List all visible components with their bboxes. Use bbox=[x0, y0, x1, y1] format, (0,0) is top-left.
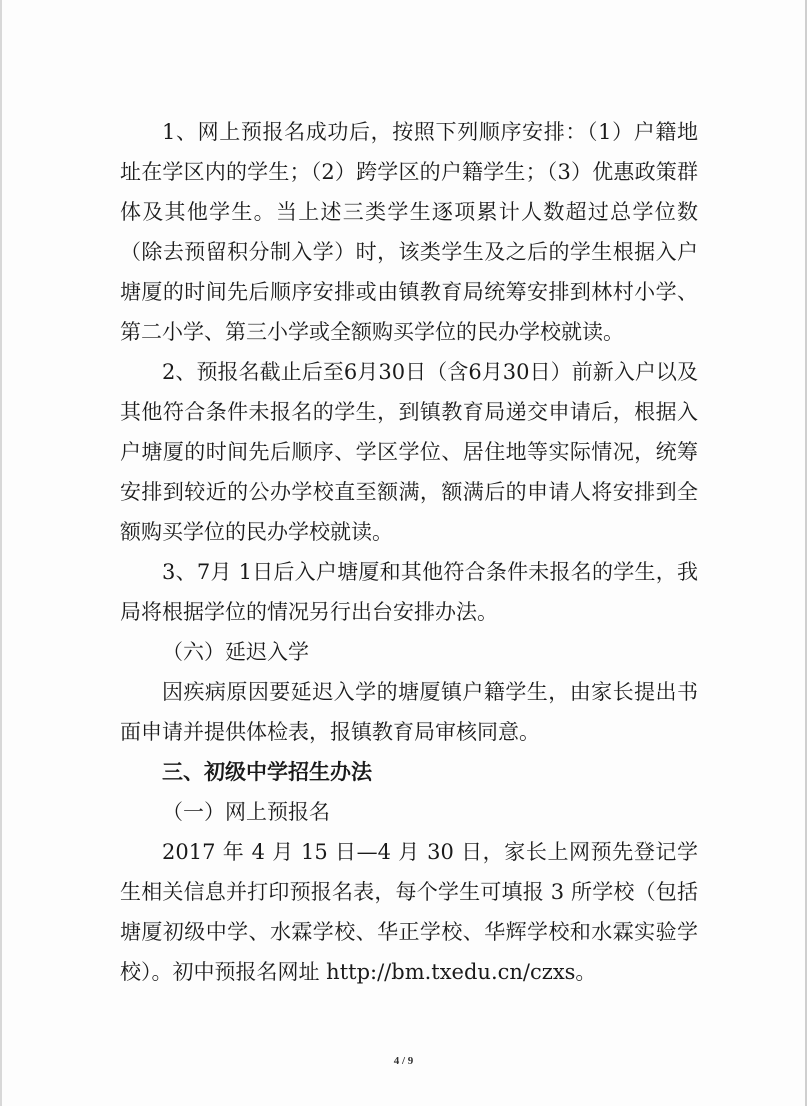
paragraph-online-preregistration: 2017 年 4 月 15 日—4 月 30 日，家长上网预先登记学生相关信息并打印预报名表，每个学生可填报 3 所学校（包括塘厦初级中学、水霖学校、华正学校、华辉学校和水霖实验学校）。初中预报名网址 http://bm.txedu.cn/czxs。 bbox=[120, 840, 698, 984]
subheading-delayed-admission: （六）延迟入学 bbox=[162, 640, 309, 664]
paragraph-admission-order: 1、网上预报名成功后，按照下列顺序安排：（1）户籍地址在学区内的学生；（2）跨学区的户籍学生；（3）优惠政策群体及其他学生。当上述三类学生逐项累计人数超过总学位数（除去预留积分制入学）时，该类学生及之后的学生根据入户塘厦的时间先后顺序安排或由镇教育局统筹安排到林村小学、第二小学、第三小学或全额购买学位的民办学校就读。 bbox=[120, 120, 698, 344]
paragraph-delayed-admission: 因疾病原因要延迟入学的塘厦镇户籍学生，由家长提出书面申请并提供体检表，报镇教育局审核同意。 bbox=[120, 680, 698, 744]
page-number: 4 / 9 bbox=[393, 1055, 414, 1067]
paragraph-late-registration: 2、预报名截止后至6月30日（含6月30日）前新入户以及其他符合条件未报名的学生，到镇教育局递交申请后，根据入户塘厦的时间先后顺序、学区学位、居住地等实际情况，统筹安排到较近的公办学校直至额满，额满后的申请人将安排到全额购买学位的民办学校就读。 bbox=[120, 360, 698, 544]
subheading-online-preregistration: （一）网上预报名 bbox=[162, 800, 330, 824]
document-body bbox=[120, 112, 698, 992]
paragraph-after-july: 3、7月 1日后入户塘厦和其他符合条件未报名的学生，我局将根据学位的情况另行出台安排办法。 bbox=[120, 560, 698, 624]
section-heading-junior-high: 三、初级中学招生办法 bbox=[162, 760, 372, 784]
